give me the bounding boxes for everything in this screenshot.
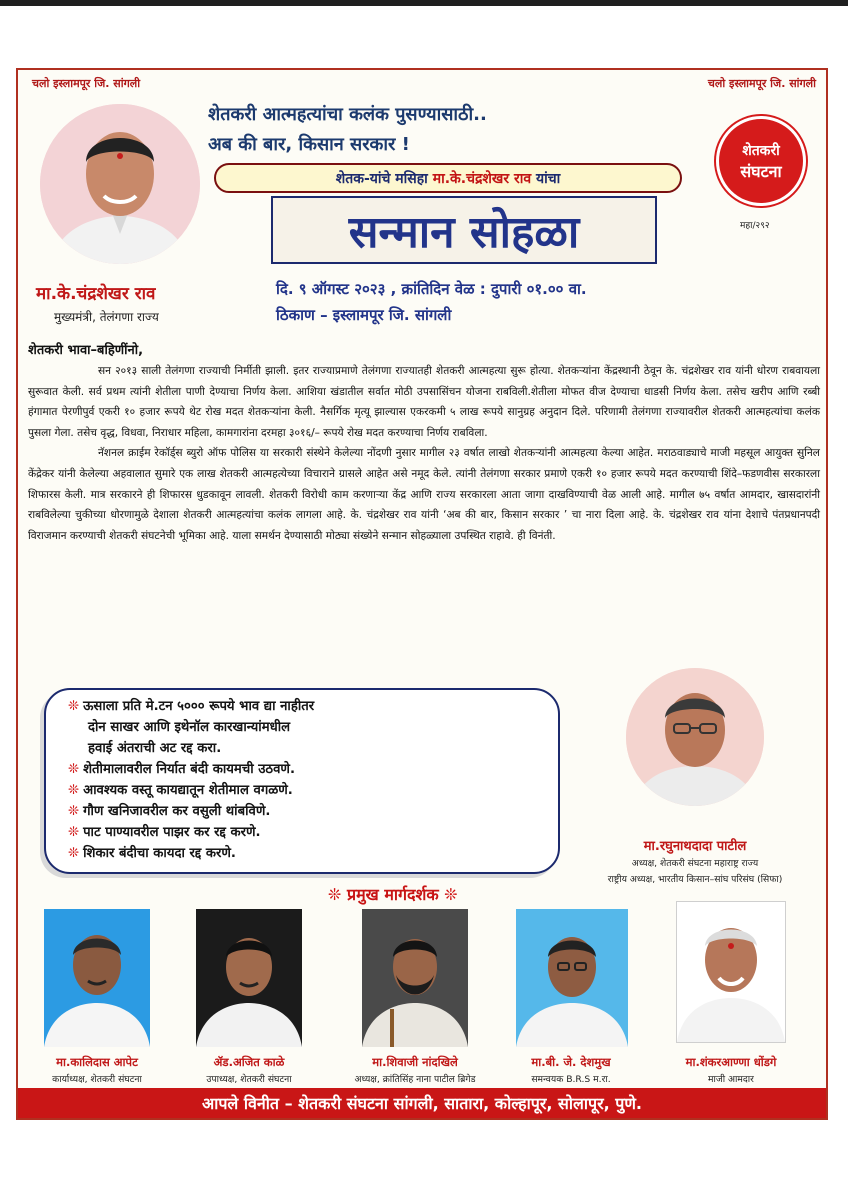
demand-item: ❊ शिकार बंदीचा कायदा रद्द करणे. [68,846,236,861]
star-icon: ❊ [328,885,342,904]
corner-text-left: चलो इस्लामपूर जि. सांगली [32,77,141,90]
demand-item: ❊ आवश्यक वस्तू कायद्यातून शेतीमाल वगळणे. [68,783,293,798]
guides-heading-text: प्रमुख मार्गदर्शक [346,885,439,904]
guide-photo-4 [516,909,628,1047]
guide-name-2: ॲड.अजित काळे [213,1055,285,1069]
chief-minister-post: मुख्यमंत्री, तेलंगणा राज्य [54,310,159,324]
person-portrait-icon [677,902,785,1042]
chief-minister-portrait-icon [40,104,200,264]
guide-post-2: उपाध्यक्ष, शेतकरी संघटना [206,1074,292,1085]
star-icon: ❊ [68,825,80,840]
star-icon: ❊ [68,846,80,861]
corner-text-right: चलो इस्लामपूर जि. सांगली [707,77,816,90]
logo-registration: महा/२९२ [740,221,770,231]
invite-banner [214,163,682,193]
guide-name-3: मा.शिवाजी नांदखिले [372,1055,458,1069]
letter-paragraph-2: नॅशनल क्राईम रेकॉर्ड्स ब्युरो ऑफ पोलिस या सरकारी संस्थेने केलेल्या नोंदणी नुसार मागील २३ वर्षात लाखो शेतकऱ्यांनी आत्महत्या केल्या आहेत. मराठवाड्याचे माजी महसूल आयुक्त सुनिल केंद्रेकर यांनी केलेल्या अहवालात सुमारे एक लाख शेतकरी आत्महत्येच्या विचाराने ग्रासले आहेत असे नमूद केले. त्यांनी तेलंगणा सरकार प्रमाणे एकरी १० हजार रूपये मदत करण्याची शिंदे–फडणवीस सरकारला शिफारस केली. मात्र सरकारने ही शिफारस धुडकावून लावली. शेतकरी विरोधी काम करणाऱ्या केंद्र आणि राज्य सरकारला आता जागा दाखविण्याची वेळ आली आहे. मागील ७५ वर्षात आमदार, खासदारांनी राबविलेल्या चुकीच्या धोरणामुळे देशाला शेतकरी आत्महत्यांचा कलंक लागला आहे. के. चंद्रशेखर राव यांनी ‘अब की बार, किसान सरकार ’ चा नारा दिला आहे. के. चंद्रशेखर राव यांना देशाचे पंतप्रधानपदी विराजमान करण्याची शेतकरी संघटनेची भूमिका आहे. याला समर्थन देण्यासाठी मोठ्या संख्येने सन्मान सोहळ्याला उपस्थित राहावे. ही विनंती. [28,447,821,542]
person-portrait-icon [516,909,628,1047]
chief-minister-photo [40,104,200,264]
demands-box [44,688,560,874]
invite-name: मा.के.चंद्रशेखर राव [432,170,532,187]
leader-post-1: अध्यक्ष, शेतकरी संघटना महाराष्ट्र राज्य [631,858,759,869]
letter-body [28,361,820,546]
demand-item: ❊ गौण खनिजावरील कर वसुली थांबविणे. [68,804,271,819]
guide-post-5: माजी आमदार [708,1074,754,1085]
guide-post-3: अध्यक्ष, क्रांतिसिंह नाना पाटील ब्रिगेड [354,1074,476,1085]
event-venue: ठिकाण – इस्लामपूर जि. सांगली [276,306,452,324]
invite-prefix: शेतक-यांचे मसिहा [335,170,428,187]
footer-banner: आपले विनीत – शेतकरी संघटना सांगली, सातारा, कोल्हापूर, सोलापूर, पुणे. [18,1088,826,1118]
leader-name: मा.रघुनाथदादा पाटील [643,839,747,854]
demand-item-continued: हवाई अंतराची अट रद्द करा. [88,741,222,756]
star-icon: ❊ [68,783,80,798]
star-icon: ❊ [68,804,80,819]
page-title: सन्मान सोहळा [271,196,657,264]
shetkari-sanghatana-logo [716,116,806,206]
demand-item: ❊ शेतीमालावरील निर्यात बंदी कायमची उठवणे. [68,762,295,777]
guide-name-5: मा.शंकरआण्णा धोंडगे [685,1055,777,1069]
guide-photo-1 [44,909,150,1047]
guide-post-4: समन्वयक B.R.S म.रा. [531,1074,611,1085]
person-portrait-icon [362,909,468,1047]
event-date-time: दि. ९ ऑगस्ट २०२३ , क्रांतिदिन वेळ : दुपारी ०१.०० वा. [276,280,587,298]
guide-name-1: मा.कालिदास आपेट [56,1055,138,1069]
demand-item: ❊ पाट पाण्यावरील पाझर कर रद्द करणे. [68,825,261,840]
demand-item-continued: दोन साखर आणि इथेनॉल कारखान्यांमधील [88,720,291,735]
poster [16,68,828,1120]
guide-photo-2 [196,909,302,1047]
guides-heading [328,883,458,905]
star-icon: ❊ [444,885,458,904]
logo-line-1: शेतकरी [742,142,780,159]
star-icon: ❊ [68,762,80,777]
guide-photo-3 [362,909,468,1047]
logo-line-2: संघटना [740,161,782,181]
leader-photo [626,668,764,806]
headline-line-1: शेतकरी आत्महत्यांचा कलंक पुसण्यासाठी.. [208,104,487,125]
guide-post-1: कार्याध्यक्ष, शेतकरी संघटना [52,1074,142,1085]
chief-minister-name: मा.के.चंद्रशेखर राव [36,284,156,304]
leader-post-2: राष्ट्रीय अध्यक्ष, भारतीय किसान–सांघ परिसंघ (सिफा) [607,874,783,885]
letter-greeting: शेतकरी भावा–बहिणींनो, [28,343,144,358]
demand-item: ❊ ऊसाला प्रति मे.टन ५००० रूपये भाव द्या नाहीतर [68,699,315,714]
invite-suffix: यांचा [536,170,561,187]
guide-photo-5 [676,901,786,1043]
star-icon: ❊ [68,699,80,714]
person-portrait-icon [44,909,150,1047]
headline-line-2: अब की बार, किसान सरकार ! [208,134,410,155]
guide-name-4: मा.बी. जे. देशमुख [531,1055,611,1069]
top-strip [0,0,848,6]
leader-portrait-icon [626,668,764,806]
letter-paragraph-1: सन २०१३ साली तेलंगणा राज्याची निर्मीती झाली. इतर राज्याप्रमाणे तेलंगणा राज्यातही शेतकरी आत्महत्या सुरू होत्या. शेतकऱ्यांना केंद्रस्थानी ठेवून के. चंद्रशेखर राव यांनी धोरण राबवायला सुरूवात केली. सर्व प्रथम त्यांनी शेतीला पाणी देण्याचा निर्णय केला. आशिया खंडातील सर्वात मोठी उपसासिंचन योजना राबविली.शेतीला मोफत वीज देण्याचा धाडसी निर्णय केला. तसेच खरीप आणि रब्बी हंगामात पेरणीपुर्व एकरी १० हजार रूपये थेट रोख मदत शेतकऱ्यांना केली. नैसर्गिक मृत्यू झाल्यास एकरकमी ५ लाख रूपये सानुग्रह अनुदान दिले. परिणामी तेलंगणा राज्यावरील शेतकरी आत्महत्यांचा कलंक पुसला गेला. तसेच वृद्ध, विधवा, निराधार महिला, कामगारांना दरमहा ३०१६/– रूपये रोख मदत करण्याचा निर्णय राबविला. [28,365,820,439]
person-portrait-icon [196,909,302,1047]
